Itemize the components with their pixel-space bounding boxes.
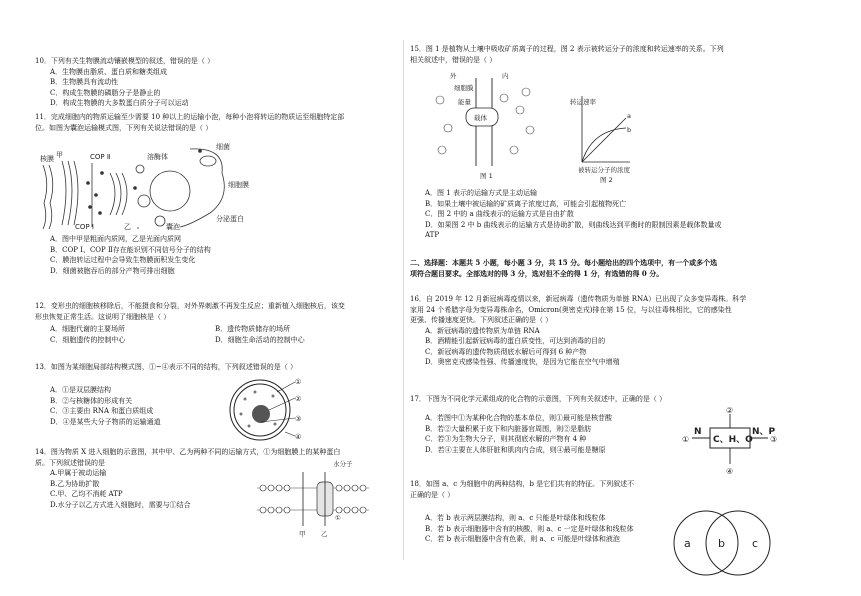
section-line-2: 项符合题目要求。全部选对的得 3 分，选对但不全的得 1 分，有选错的得 0 分。 [410,268,664,278]
question-stem-line-1: 11．完成细胞内的物质运输至少需要 10 种以上的运输小泡，每种小泡将转运的物质运至细胞特定部 [35,113,345,121]
marker-2: ② [726,406,734,415]
question-stem-line-2: 家用 24 个希腊字母为变异毒株命名，Omicron(奥密克戎)排在第 15 位，与以往毒株相比，它的感染性 [410,305,732,314]
question-10 [35,56,214,109]
section-line-1: 二、选择题：本题共 5 小题，每小题 3 分，共 15 分。每小题给出的四个选项中，有一个或多个选 [410,258,718,267]
curve-a-label: a [627,112,631,120]
question-stem: 13．如图为某细胞局部结构模式图，①~④表示不同的结构，下列叙述错误的是（ ） [35,363,297,371]
label-jia: 甲 [56,151,63,159]
question-18 [410,479,634,500]
question-stem-line-2: 正确的是（ ） [410,490,455,499]
option-a: A．新冠病毒的遗传物质为单链 RNA [425,326,540,335]
option-c: C．细胞遗传的控制中心 [50,336,126,344]
center-elements: C、H、O [713,435,753,445]
question-13-options [35,385,161,427]
column-divider [403,40,404,560]
question-15-options [410,188,721,241]
option-d: D.水分子以乙方式进入细胞时，需要与①结合 [50,500,191,509]
ion-absorption-figure [430,70,630,182]
option-c: C．若 b 表示细胞器中含有色素，则 a、c 可能是叶绿体和液泡 [425,535,620,543]
option-d-continued: ATP [425,231,440,239]
caption-figure-1: 图 1 [480,172,493,180]
label-water-molecule: 水分子 [333,460,353,468]
question-stem-line-3: 更强、传播速度更快。下列叙述正确的是（ ） [410,316,553,324]
option-d: D．细胞生命活动的控制中心 [215,336,305,344]
option-d: D．奥密克戎感染性强、传播速度快，是因为它能在空气中增殖 [425,358,620,366]
label-energy: 能量 [458,98,471,106]
question-stem: 10．下列有关生物膜流动镶嵌模型的叙述，错误的是（ ） [35,57,215,65]
option-b: B．遗传物质储存的场所 [215,325,291,333]
label-cell-membrane: 细胞膜 [228,181,249,189]
option-b: B.乙为协助扩散 [50,479,100,488]
label-lysosome: 溶酶体 [147,153,168,161]
option-c: C．膜泡转运过程中会导致生物膜面积发生变化 [50,256,196,264]
option-b: B．若 b 表示细胞器中含有的核酸，则 a、c 一定是叶绿体和线粒体 [425,524,634,533]
right-elements: N、P [752,427,776,437]
question-17 [410,394,666,405]
curve-b-label: b [627,126,632,134]
option-d: D．细菌被胞吞后的部分产物可排出细胞 [50,266,175,275]
label-carrier: 载体 [474,114,487,122]
x-axis-label: 被转运分子的浓度 [578,166,630,174]
section-2-heading [410,258,717,279]
y-axis-label: 转运速率 [570,98,596,106]
question-stem-line-2: 位。如图为囊泡运输模式图，下列有关说法错误的是（ ） [35,123,213,132]
marker-4: ④ [295,433,302,441]
marker-2: ② [295,395,302,403]
venn-label-b: b [718,537,725,550]
option-a: A．①是双层膜结构 [50,386,112,394]
question-18-options [410,513,634,545]
question-stem-line-1: 16．自 2019 年 12 月新冠病毒疫情以来，新冠病毒（遗传物质为单链 RNA）已出现了众多变异毒株。科学 [410,295,747,303]
venn-label-c: c [752,537,759,550]
marker-3: ③ [295,415,302,423]
option-a: A．若图中①为某种化合物的基本单位，则①最可能是核苷酸 [425,414,613,422]
option-a: A．生物膜由脂质、蛋白质和糖类组成 [50,67,168,76]
option-d: D．④是某些大分子物质的运输通道 [50,417,161,426]
marker-1: ① [295,378,302,386]
question-stem-line-1: 12．变形虫的细胞核移除后，不能摄食和分裂，对外界刺激不再发生反应；重新植入细胞核后，该变 [35,302,345,310]
label-outside: 外 [450,72,457,80]
label-vesicle: 囊泡 [166,223,180,231]
question-17-options [410,413,612,455]
option-a: A．细胞代谢的主要场所 [50,325,126,333]
question-11-options [35,234,211,276]
label-jia: 甲 [299,530,306,538]
option-c: C．构成生物膜的磷脂分子是静止的 [50,88,161,97]
label-cop2: COP Ⅱ [90,153,111,161]
label-nuclear-envelope: 核膜 [40,155,54,163]
option-a: A.甲属于被动运输 [50,469,107,477]
left-element: N [694,427,702,437]
question-stem-line-1: 14．图为物质 X 进入细胞的示意图，其中甲、乙为两种不同的运输方式，①为细胞膜上的某种蛋白 [35,448,341,456]
nucleus-figure [215,374,305,442]
option-d: D．构成生物膜的大多数蛋白质分子可以运动 [50,99,189,107]
question-stem-line-1: 15．图 1 是植物从土壤中吸收矿质离子的过程，图 2 表示被转运分子的浓度和转运速率的关系。下列 [410,45,724,53]
venn-diagram-figure [666,506,778,580]
option-c: C．若③为生物大分子，则其彻底水解的产物有 4 种 [425,435,587,443]
question-15 [410,44,724,65]
question-12 [35,301,345,346]
caption-figure-2: 图 2 [600,176,613,184]
option-b: B．若②大量积累于皮下和内脏器官周围，则②是脂肪 [425,424,592,433]
label-cop1: COP Ⅰ [75,223,94,231]
question-16 [410,294,746,368]
marker-3: ③ [770,435,778,444]
option-b: B．COP Ⅰ、COP Ⅱ存在能识别不同信号分子的结构 [50,245,211,254]
option-a: A．图中甲是粗面内质网，乙是光面内质网 [50,235,182,243]
option-a: A．图 1 表示的运输方式是主动运输 [425,189,537,197]
marker-4: ④ [726,467,734,476]
option-d: D．若④主要在人体肝脏和肌肉内合成，则④最可能是糖原 [425,445,606,454]
label-inside: 内 [502,72,509,80]
label-secretory-protein: 分泌蛋白 [216,215,244,223]
membrane-transport-figure [257,458,369,538]
question-13 [35,362,297,373]
option-b: B．如果土壤中被运输的矿质离子浓度过高，可能会引起植物死亡 [425,199,627,208]
marker-1: ① [682,435,690,444]
option-b: B．生物膜具有流动性 [50,78,119,86]
compound-elements-figure [680,404,780,478]
label-yi: 乙 [321,530,328,538]
question-11 [35,112,344,133]
venn-label-a: a [684,537,691,550]
option-b: B．②与核糖体的形成有关 [50,396,133,405]
option-d: D．如果图 2 中 b 曲线表示的运输方式是协助扩散，则曲线达到平衡时的限制因素是载体数量或 [425,220,722,229]
option-b: B．酒精能引起新冠病毒的蛋白质变性，可达到消毒的目的 [425,337,606,345]
label-bacteria: 细菌 [216,143,230,151]
option-c: C.甲、乙均不消耗 ATP [50,490,123,498]
label-protein-1: ① [335,514,341,522]
question-stem-line-2: 质。下列叙述错误的是 [35,458,105,467]
vesicle-transport-figure [40,143,255,231]
label-yi: 乙 [124,223,131,231]
question-stem-line-2: 相关叙述中，错误的是（ ） [410,55,497,64]
question-stem-line-2: 形虫恢复正常生活。这说明了细胞核是（ ） [35,312,171,321]
question-stem: 17．下图为不同化学元素组成的化合物的示意图，下列有关叙述中，正确的是（ ） [410,395,667,403]
option-c: C．图 2 中的 a 曲线表示的运输方式是自由扩散 [425,210,574,218]
option-c: C．③主要由 RNA 和蛋白质组成 [50,407,154,415]
option-a: A．若 b 表示两层膜结构，则 a、c 只能是叶绿体和线粒体 [425,514,606,522]
question-stem-line-1: 18．如图 a、c 为细胞中的两种结构，b 是它们共有的特征。下列叙述不 [410,480,635,488]
label-membrane: 细胞膜 [454,84,474,92]
option-c: C．新冠病毒的遗传物质彻底水解后可得到 6 种产物 [425,347,587,356]
